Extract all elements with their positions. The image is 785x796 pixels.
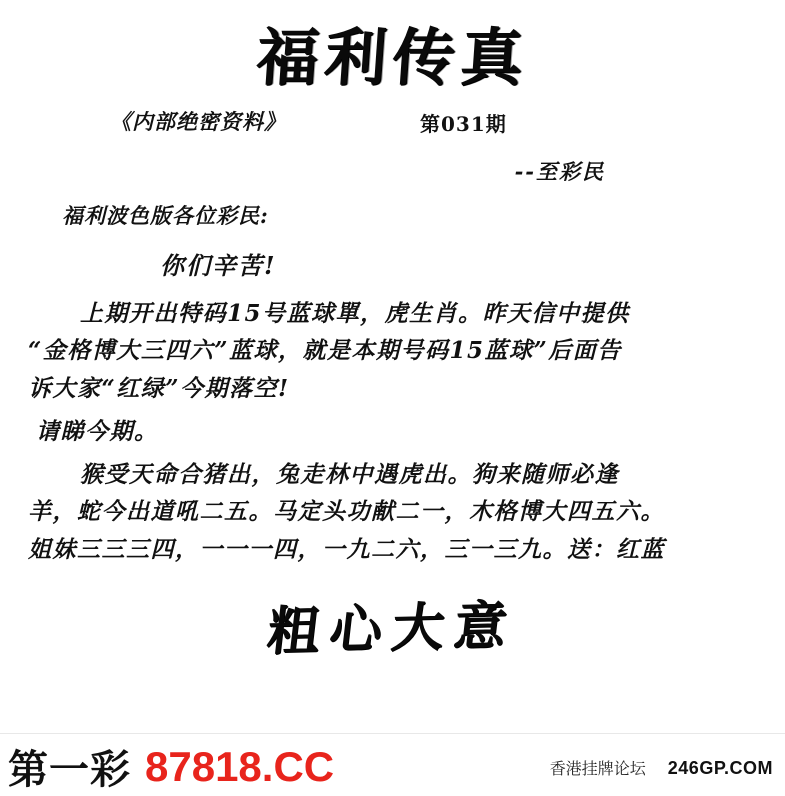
addressed-to: --至彩民 [514,159,605,185]
footer-bar [0,733,785,796]
body-paragraph: 请睇今期。 [36,417,159,445]
secret-label: 《内部绝密资料》 [110,109,286,135]
issue-number: 第031期 [420,112,507,137]
body-paragraph: “金格博大三四六”蓝球，就是本期号码15蓝球”后面告 [28,337,622,365]
body-paragraph: 猴受天命合猪出，兔走林中遇虎出。狗来随师必逢 [80,461,619,489]
forum-domain: 246GP.COM [667,758,773,778]
body-paragraph: 羊，蛇今出道吼二五。马定头功献二一，木格博大四五六。 [28,498,665,526]
site-domain: 87818.CC [145,742,335,790]
subheader-row [0,106,785,146]
body-paragraph: 上期开出特码15号蓝球單，虎生肖。昨天信中提供 [80,300,630,328]
body-paragraph: 姐妹三三三四，一一一四，一九二六，三一三九。送：红蓝 [28,535,665,563]
document-body [0,295,785,568]
greeting: 你们辛苦! [160,251,277,281]
forum-name: 香港挂牌论坛 [549,759,646,778]
brand-name: 第一彩 [8,746,131,793]
document-page [0,21,785,796]
footer-right-group [550,756,773,779]
footer-left-group [8,738,334,795]
salutation: 福利波色版各位彩民: [62,203,269,229]
page-title: 福利传真 [253,21,532,94]
brush-signature: 粗心大意 [264,594,520,663]
body-paragraph: 诉大家“红绿”今期落空! [28,374,290,402]
